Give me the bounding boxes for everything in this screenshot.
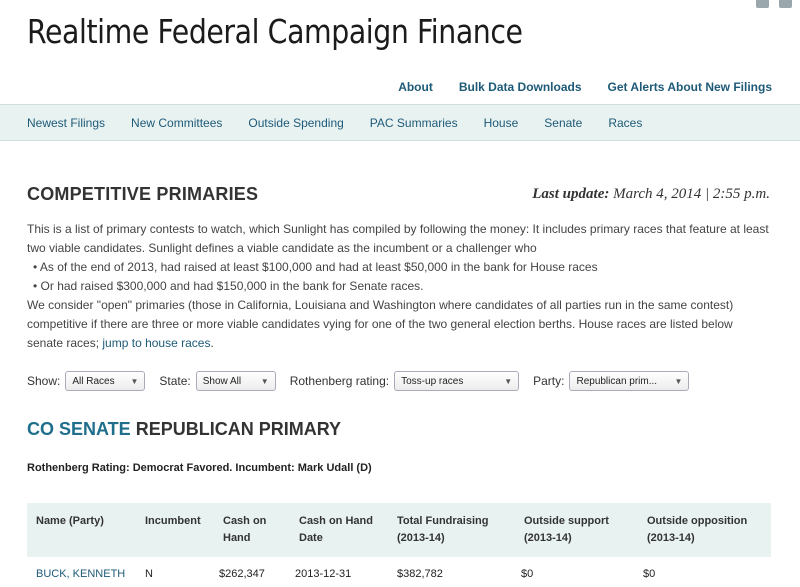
chevron-down-icon: ▼ [260, 376, 269, 386]
site-title[interactable]: Realtime Federal Campaign Finance [27, 12, 523, 51]
rating-filter-value: Toss-up races [401, 375, 464, 387]
col-opposition-line2: (2013-14) [647, 532, 695, 544]
intro-open-text: We consider "open" primaries (those in California, Louisiana and Washington where candidates of all parties run in the same contest) competitive if there are three or more viable candidates vying for one of the two general election berths. House races are listed below senate races; [27, 298, 734, 350]
utility-nav [372, 80, 772, 94]
last-update-label: Last update: [532, 186, 610, 202]
race-title: REPUBLICAN PRIMARY [135, 419, 342, 439]
nav-pac-summaries[interactable]: PAC Summaries [369, 115, 458, 130]
col-cash-line1: Cash on [223, 515, 267, 527]
page-title: COMPETITIVE PRIMARIES [27, 184, 259, 204]
cell-outside-opposition: $0 [643, 568, 656, 580]
intro-open-end: . [210, 336, 214, 350]
nav-new-committees[interactable]: New Committees [131, 115, 223, 130]
show-filter-value: All Races [72, 375, 115, 387]
intro-bullet-house: • As of the end of 2013, had raised at least $100,000 and had at least $50,000 in the bank for House races [33, 260, 598, 274]
col-total-fundraising[interactable] [397, 513, 488, 547]
cell-incumbent: N [145, 568, 153, 580]
cell-cash-date: 2013-12-31 [295, 568, 352, 580]
col-support-line2: (2013-14) [524, 532, 572, 544]
state-filter-select[interactable] [196, 371, 276, 391]
col-outside-opposition[interactable] [647, 513, 747, 547]
col-total-line2: (2013-14) [397, 532, 445, 544]
col-name-line1: Name (Party) [36, 515, 104, 527]
table-header [27, 503, 771, 557]
col-total-line1: Total Fundraising [397, 515, 489, 527]
nav-outside-spending[interactable]: Outside Spending [248, 115, 344, 130]
filter-bar [27, 371, 703, 391]
show-filter-label: Show: [27, 374, 61, 388]
intro-paragraph: This is a list of primary contests to watch, which Sunlight has compiled by following the money: It includes primary races that feature at least two viable candidates. Sunlight defines a viable candidate as the incumbent or a challenger who [27, 222, 769, 255]
race-rating: Rothenberg Rating: Democrat Favored. Incumbent: Mark Udall (D) [27, 462, 372, 474]
col-cash-date-line1: Cash on Hand [299, 515, 373, 527]
nav-house[interactable]: House [483, 115, 519, 130]
nav-bulk-data-link[interactable]: Bulk Data Downloads [458, 80, 582, 94]
intro-bullet-senate: • Or had raised $300,000 and had $150,000 in the bank for Senate races. [33, 279, 424, 293]
show-filter-select[interactable] [65, 371, 145, 391]
twitter-icon[interactable] [779, 0, 792, 8]
main-nav [0, 104, 800, 141]
rating-filter-label: Rothenberg rating: [289, 374, 390, 388]
col-cash[interactable] [223, 513, 266, 547]
last-update [532, 186, 770, 203]
race-state-link[interactable]: CO SENATE [27, 419, 131, 439]
cell-cash: $262,347 [219, 568, 265, 580]
col-incumbent-line1: Incumbent [145, 515, 201, 527]
intro-text [27, 220, 772, 353]
candidates-table [27, 503, 771, 580]
party-filter-value: Republican prim... [576, 375, 658, 387]
col-support-line1: Outside support [524, 515, 609, 527]
nav-newest-filings[interactable]: Newest Filings [27, 115, 106, 130]
nav-alerts-link[interactable]: Get Alerts About New Filings [607, 80, 772, 94]
col-name[interactable] [36, 513, 104, 530]
col-cash-date[interactable] [299, 513, 373, 547]
chevron-down-icon: ▼ [504, 376, 513, 386]
col-cash-date-line2: Date [299, 532, 323, 544]
cell-name [36, 568, 125, 580]
chevron-down-icon: ▼ [674, 376, 683, 386]
nav-races[interactable]: Races [608, 115, 643, 130]
last-update-value: March 4, 2014 | 2:55 p.m. [613, 186, 770, 202]
party-filter-select[interactable] [569, 371, 689, 391]
facebook-icon[interactable] [756, 0, 769, 8]
state-filter-value: Show All [202, 375, 242, 387]
candidate-link[interactable]: BUCK, KENNETH [36, 568, 126, 580]
cell-total-fundraising: $382,782 [397, 568, 443, 580]
col-incumbent[interactable] [145, 513, 201, 530]
party-filter-label: Party: [533, 374, 565, 388]
state-filter-label: State: [159, 374, 191, 388]
nav-about-link[interactable]: About [398, 80, 433, 94]
chevron-down-icon: ▼ [130, 376, 139, 386]
col-cash-line2: Hand [223, 532, 251, 544]
jump-to-house-link[interactable]: jump to house races [102, 336, 211, 350]
cell-outside-support: $0 [521, 568, 534, 580]
col-opposition-line1: Outside opposition [647, 515, 748, 527]
col-outside-support[interactable] [524, 513, 609, 547]
rating-filter-select[interactable] [394, 371, 519, 391]
race-heading [27, 419, 341, 440]
social-links [756, 0, 792, 8]
nav-senate[interactable]: Senate [544, 115, 583, 130]
intro-open-primaries [27, 296, 772, 353]
